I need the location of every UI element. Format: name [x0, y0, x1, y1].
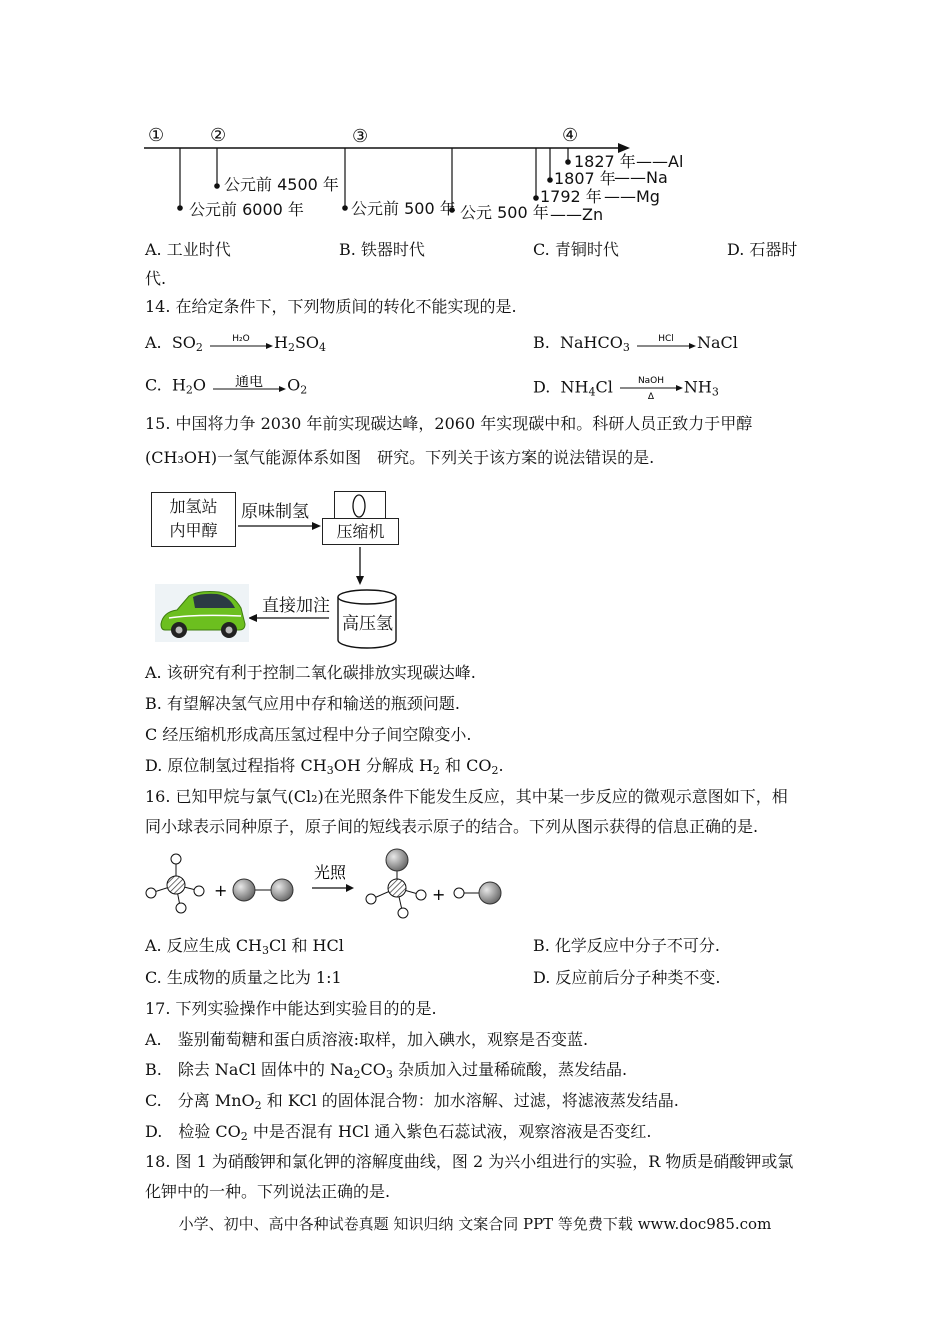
q13-option-d: D. 石器时 — [727, 240, 798, 259]
q14-option-b: B. NaHCO$_3$ HCl NaCl — [533, 333, 738, 354]
micro-reaction-diagram — [140, 848, 520, 923]
q16-stem-line2: 同小球表示同种原子，原子间的短线表示原子的结合。下列从图示获得的信息正确的是. — [145, 817, 759, 836]
compressor-box: 压缩机 — [322, 518, 399, 545]
q15-option-b: B. 有望解决氢气应用中存和输送的瓶颈问题. — [145, 694, 461, 713]
q16-option-c: C. 生成物的质量之比为 1:1 — [145, 968, 342, 987]
q16-option-a: A. 反应生成 $CH_3Cl$ 和 HCl — [145, 936, 344, 957]
q13-option-a: A. 工业时代 — [145, 240, 231, 259]
step-direct-fill: 直接加注 — [262, 596, 330, 616]
hydrogen-station-box: 加氢站 内甲醇 — [151, 492, 236, 547]
timeline-marker-3: ③ — [352, 126, 369, 147]
q15-option-c: C 经压缩机形成高压氢过程中分子间空隙变小. — [145, 725, 472, 744]
flow-arrow-down — [354, 546, 366, 586]
q17-option-c: C. 分离 MnO$_2$ 和 KCl 的固体混合物：加水溶解、过滤，将滤液蒸发结晶. — [145, 1091, 679, 1112]
metal-label-al: ——Al — [636, 152, 684, 171]
svg-text:光照: 光照 — [313, 863, 347, 882]
q17-option-d: D. 检验 $CO_2$ 中是否混有 HCl 通入紫色石蕊试液，观察溶液是否变红. — [145, 1122, 652, 1143]
q16-option-b: B. 化学反应中分子不可分. — [533, 936, 721, 955]
flow-arrow-right — [236, 520, 322, 532]
q18-stem-line1: 18. 图 1 为硝酸钾和氯化钾的溶解度曲线，图 2 为兴小组进行的实验，R 物质是硝酸钾或氯 — [145, 1152, 794, 1171]
flow-arrow-left — [247, 612, 331, 624]
q13-option-c: C. 青铜时代 — [533, 240, 619, 259]
q15-stem-line1: 15. 中国将力争 2030 年前实现碳达峰，2060 年实现碳中和。科研人员正致力于甲醇 — [145, 414, 753, 433]
date-1827: 1827 年 — [574, 152, 636, 171]
timeline-marker-4: ④ — [562, 125, 579, 146]
reaction-arrow — [635, 334, 697, 354]
step-onsite-hydrogen: 原味制氢 — [241, 502, 309, 522]
q14-stem: 14. 在给定条件下，下列物质间的转化不能实现的是. — [145, 297, 517, 316]
reaction-arrow — [618, 375, 684, 401]
metal-label-mg: ——Mg — [604, 187, 660, 206]
q17-option-a: A. 鉴别葡萄糖和蛋白质溶液:取样，加入碘水，观察是否变蓝. — [145, 1030, 589, 1049]
q17-stem: 17. 下列实验操作中能达到实验目的的是. — [145, 999, 437, 1018]
q15-stem-line2: (CH₃OH)一氢气能源体系如图 研究。下列关于该方案的说法错误的是. — [145, 448, 655, 467]
timeline-marker-1: ① — [148, 125, 165, 146]
metal-label-na: ——Na — [614, 168, 668, 187]
q18-stem-line2: 化钾中的一种。下列说法正确的是. — [145, 1182, 391, 1201]
date-6000bc: 公元前 6000 年 — [189, 200, 304, 219]
date-1807: 1807 年 — [554, 169, 616, 188]
q16-option-d: D. 反应前后分子种类不变. — [533, 968, 721, 987]
reaction-arrow — [211, 375, 287, 397]
q14-option-a: A. $SO_2$ H₂O $H_2SO_4$ — [145, 333, 327, 354]
q14-option-d: D. $NH_4Cl$ NaOH Δ $NH_3$ — [533, 376, 719, 401]
svg-text:HCl: HCl — [658, 333, 674, 344]
compressor-icon — [335, 492, 385, 518]
metal-label-zn: ——Zn — [550, 205, 604, 224]
q16-stem-line1: 16. 已知甲烷与氯气(Cl₂)在光照条件下能发生反应，其中某一步反应的微观示意图如下，相 — [145, 787, 788, 806]
reaction-arrow — [208, 334, 274, 354]
date-4500bc: 公元前 4500 年 — [224, 175, 339, 194]
timeline-marker-2: ② — [210, 125, 227, 146]
svg-text:通电: 通电 — [235, 375, 264, 390]
svg-text:+: + — [432, 885, 446, 904]
q15-option-d: D. 原位制氢过程指将 $CH_3OH$ 分解成 $H_2$ 和 $CO_2$. — [145, 756, 504, 777]
q15-option-a: A. 该研究有利于控制二氧化碳排放实现碳达峰. — [145, 663, 476, 682]
page-footer: 小学、初中、高中各种试卷真题 知识归纳 文案合同 PPT 等免费下载 www.doc985.com — [178, 1215, 772, 1233]
compressor-top-box — [334, 491, 386, 519]
q17-option-b: B. 除去 NaCl 固体中的 $Na_2CO_3$ 杂质加入过量稀硫酸，蒸发结晶. — [145, 1060, 628, 1081]
svg-text:Δ: Δ — [647, 392, 655, 401]
date-500ad: 公元 500 年 — [460, 203, 549, 222]
date-1792: 1792 年 — [540, 187, 602, 206]
q13-option-d-wrap: 代. — [145, 269, 167, 288]
q13-option-b: B. 铁器时代 — [339, 240, 425, 259]
green-car-image — [155, 584, 249, 642]
q14-option-c: C. $H_2O$ 通电 $O_2$ — [145, 375, 308, 397]
date-500bc: 公元前 500 年 — [351, 199, 456, 218]
svg-text:H₂O: H₂O — [232, 333, 250, 344]
svg-text:+: + — [214, 881, 228, 900]
tank-label: 高压氢 — [342, 614, 393, 634]
svg-text:NaOH: NaOH — [637, 376, 664, 386]
